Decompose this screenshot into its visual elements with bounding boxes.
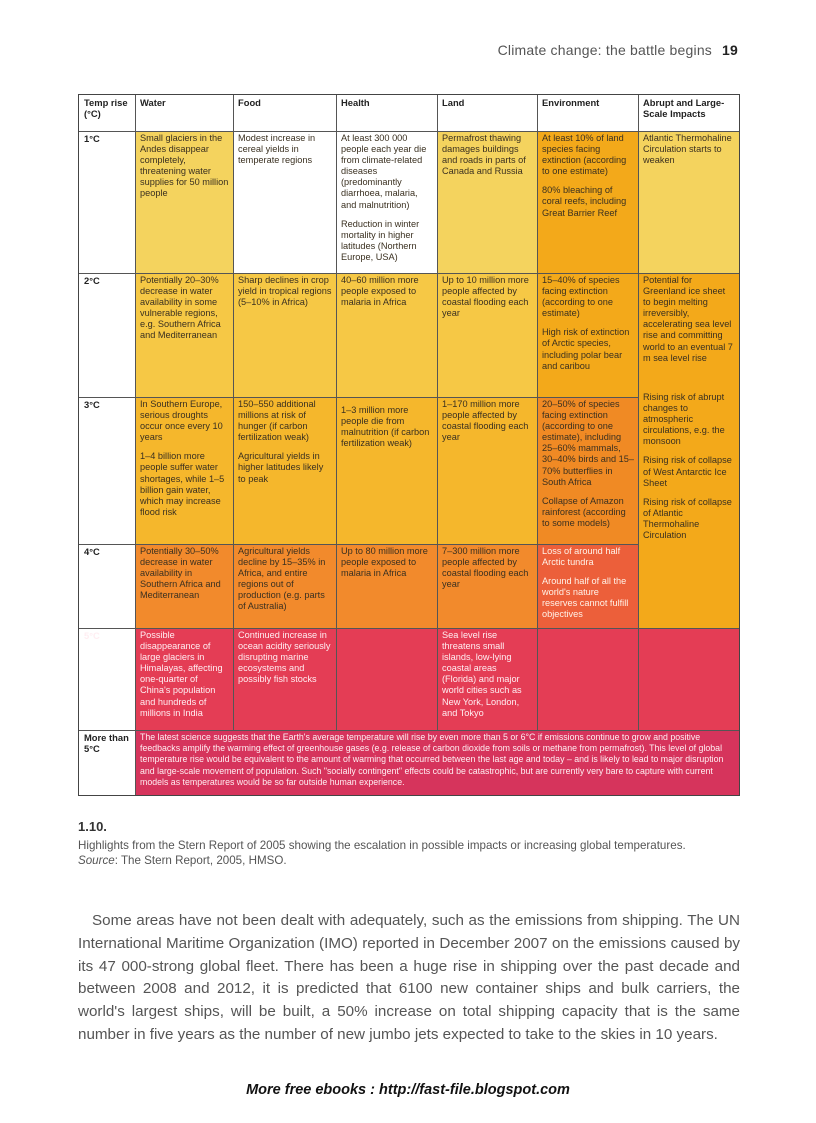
- cell-health-3c: [336, 397, 437, 544]
- grid-line: [79, 397, 638, 398]
- cell-land-3c: [437, 397, 537, 544]
- cell-text: High risk of extinction of Arctic species, including polar bear and caribou: [542, 327, 630, 371]
- cell-text: 20–50% of species facing extinction (according to one estimate), including 25–60% mammals, 30–40% birds and 15–70% butterflies in South Africa: [542, 399, 634, 487]
- cell-land-2c: [437, 273, 537, 397]
- body-paragraph: Some areas have not been dealt with adequately, such as the emissions from shipping. The UN International Maritime Organization (IMO) reported in December 2007 on the emissions caused by its 47 000-strong global fleet. There has been a huge rise in shipping over the past decade and between 2008 and 2012, it is predicted that 6100 new container ships and bulk carriers, the world's largest ships, will be built, a 50% increase on total shipping capacity that is the same number in five years as the number of new jumbo jets expected to take to the skies in 10 years.: [78, 912, 740, 1043]
- cell-text: Modest increase in cereal yields in temperate regions: [238, 133, 316, 166]
- cell-land-5c: [437, 628, 537, 730]
- grid-line: [233, 95, 234, 730]
- cell-food-4c: [233, 544, 336, 628]
- running-header: [498, 42, 738, 58]
- cell-text: Loss of around half Arctic tundra: [542, 546, 621, 568]
- cell-text: At least 10% of land species facing extinction (according to one estimate): [542, 133, 627, 177]
- grid-line: [79, 730, 739, 731]
- cell-more-than-5c-note: The latest science suggests that the Earth's average temperature will rise by even more than 5 or 6°C if emissions continue to grow and positive feedbacks amplify the warming effect of greenhouse gases (e.g. release of carbon dioxide from soils or methane from permafrost). This level of global temperature rise would be equivalent to the amount of warming that occurred between the last age and today – and is likely to lead to major disruption and large-scale movement of population. Such "socially contingent" effects could be catastrophic, but are currently very bare to capture with current models as temperatures would be so far outside human experience.: [135, 730, 739, 795]
- cell-water-5c: [135, 628, 233, 730]
- figure-caption-text: Highlights from the Stern Report of 2005 showing the escalation in possible impacts or increasing global temperatures.: [78, 839, 686, 852]
- cell-health-4c: [336, 544, 437, 628]
- header-food: Food: [233, 95, 336, 131]
- page-number: 19: [722, 42, 738, 58]
- cell-text: Collapse of Amazon rainforest (according to some models): [542, 495, 626, 528]
- cell-text: Reduction in winter mortality in higher latitudes (Northern Europe, USA): [341, 218, 420, 262]
- cell-food-3c: [233, 397, 336, 544]
- cell-text: At least 300 000 people each year die from climate-related diseases (predominantly diarrhoea, malaria, and malnutrition): [341, 133, 427, 210]
- cell-text: In Southern Europe, serious droughts occur once every 10 years: [140, 399, 223, 443]
- cell-text: Potential for Greenland ice sheet to begin melting irreversibly, accelerating sea level rise and committing world to an eventual 7 m sea level rise: [643, 275, 733, 363]
- header-water: Water: [135, 95, 233, 131]
- running-title: Climate change: the battle begins: [497, 42, 713, 58]
- cell-water-2c: [135, 273, 233, 397]
- cell-text: Potentially 20–30% decrease in water availability in some vulnerable regions, e.g. Southern Africa and Mediterranean: [140, 275, 221, 341]
- cell-text: 1–4 billion more people suffer water shortages, while 1–5 billion gain water, which may increase flood risk: [140, 451, 225, 517]
- cell-environment-2c: [537, 273, 638, 397]
- cell-text: Possible disappearance of large glaciers in Himalayas, affecting one-quarter of China's population and hundreds of millions in India: [140, 630, 223, 718]
- cell-text: Potentially 30–50% decrease in water availability in Southern Africa and Mediterranean: [140, 546, 221, 601]
- cell-environment-5c: [537, 628, 638, 730]
- figure-number: 1.10.: [78, 819, 107, 834]
- cell-health-2c: [336, 273, 437, 397]
- cell-abrupt-3c: [638, 390, 739, 628]
- cell-text: 1–3 million more people die from malnutrition (if carbon fertilization weak): [341, 405, 430, 449]
- cell-land-1c: [437, 131, 537, 273]
- cell-text: Continued increase in ocean acidity seriously disrupting marine ecosystems and possibly fish stocks: [238, 630, 331, 685]
- grid-line: [79, 544, 638, 545]
- temp-more-than-5c: More than 5°C: [79, 730, 135, 795]
- cell-text: 150–550 additional millions at risk of hunger (if carbon fertilization weak): [238, 399, 316, 443]
- cell-health-1c: [336, 131, 437, 273]
- cell-text: Rising risk of collapse of West Antarctic Ice Sheet: [643, 455, 732, 488]
- cell-text: 40–60 million more people exposed to malaria in Africa: [341, 275, 419, 308]
- cell-abrupt-2c: [638, 273, 739, 390]
- cell-environment-1c: [537, 131, 638, 273]
- grid-line: [437, 95, 438, 730]
- header-abrupt: Abrupt and Large-Scale Impacts: [638, 95, 739, 131]
- cell-water-4c: [135, 544, 233, 628]
- grid-line: [79, 273, 739, 274]
- cell-environment-4c: [537, 544, 638, 628]
- grid-line: [79, 628, 739, 629]
- cell-text: 7–300 million more people affected by coastal flooding each year: [442, 546, 529, 590]
- cell-text: Around half of all the world's nature reserves cannot fulfill objectives: [542, 576, 629, 620]
- figure-source: [78, 853, 738, 868]
- cell-food-2c: [233, 273, 336, 397]
- cell-health-5c: [336, 628, 437, 730]
- header-land: Land: [437, 95, 537, 131]
- source-label: Source: [78, 854, 115, 867]
- cell-text: Permafrost thawing damages buildings and roads in parts of Canada and Russia: [442, 133, 526, 177]
- temp-2c: 2°C: [79, 273, 135, 397]
- cell-text: Sharp declines in crop yield in tropical regions (5–10% in Africa): [238, 275, 332, 308]
- header-temp: Temp rise (°C): [79, 95, 135, 131]
- temp-3c: 3°C: [79, 397, 135, 544]
- cell-text: Sea level rise threatens small islands, low-lying coastal areas (Florida) and major world cities such as New York, London, and Tokyo: [442, 630, 522, 718]
- header-environment: Environment: [537, 95, 638, 131]
- cell-text: Agricultural yields in higher latitudes likely to peak: [238, 451, 324, 484]
- temp-1c: 1°C: [79, 131, 135, 273]
- cell-food-1c: [233, 131, 336, 273]
- temp-5c: 5°C: [79, 628, 135, 730]
- grid-line: [135, 95, 136, 795]
- grid-line: [79, 131, 739, 132]
- cell-text: Up to 80 million more people exposed to malaria in Africa: [341, 546, 428, 579]
- cell-environment-3c: [537, 397, 638, 544]
- cell-text: Rising risk of abrupt changes to atmospheric circulations, e.g. the monsoon: [643, 392, 725, 447]
- cell-text: Small glaciers in the Andes disappear completely, threatening water supplies for 50 million people: [140, 133, 229, 199]
- cell-text: 15–40% of species facing extinction (according to one estimate): [542, 275, 620, 319]
- cell-abrupt-1c: [638, 131, 739, 273]
- cell-text: 1–170 million more people affected by coastal flooding each year: [442, 399, 529, 443]
- cell-text: Up to 10 million more people affected by coastal flooding each year: [442, 275, 529, 319]
- grid-line: [537, 95, 538, 730]
- cell-water-3c: [135, 397, 233, 544]
- grid-line: [336, 95, 337, 730]
- cell-land-4c: [437, 544, 537, 628]
- impacts-table: [78, 94, 740, 796]
- figure-caption: [78, 819, 738, 868]
- cell-text: Agricultural yields decline by 15–35% in Africa, and entire regions out of production (e.g. parts of Australia): [238, 546, 326, 612]
- grid-line: [638, 95, 639, 730]
- cell-text: Rising risk of collapse of Atlantic Thermohaline Circulation: [643, 496, 732, 541]
- cell-food-5c: [233, 628, 336, 730]
- cell-text: Atlantic Thermohaline Circulation starts to weaken: [643, 133, 732, 166]
- cell-abrupt-5c: [638, 628, 739, 730]
- cell-water-1c: [135, 131, 233, 273]
- source-text: : The Stern Report, 2005, HMSO.: [114, 854, 287, 867]
- footer-link-text: More free ebooks : http://fast-file.blogspot.com: [246, 1082, 570, 1098]
- header-health: Health: [336, 95, 437, 131]
- temp-4c: 4°C: [79, 544, 135, 628]
- cell-text: 80% bleaching of coral reefs, including Great Barrier Reef: [542, 185, 627, 218]
